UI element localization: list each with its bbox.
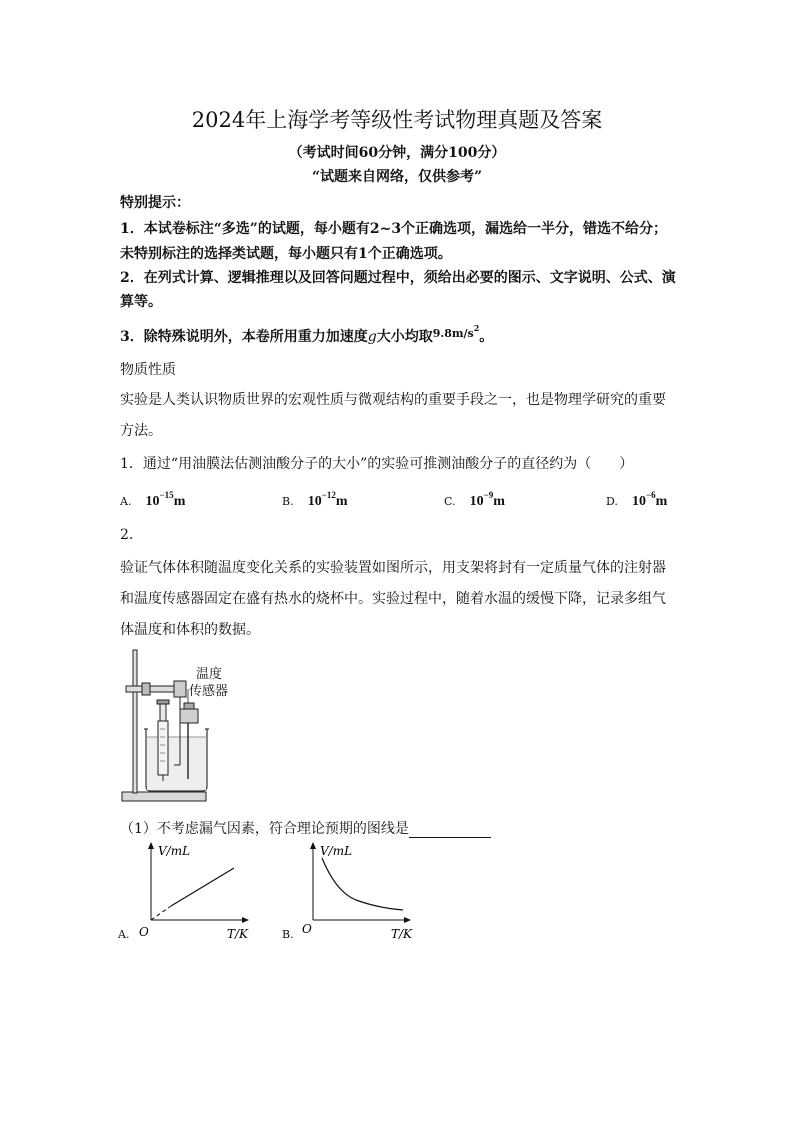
q1-stem: 1．通过“用油膜法估测油酸分子的大小”的实验可推测油酸分子的直径约为（ ）	[120, 456, 634, 472]
note-line-5-mid: 大小均取	[376, 329, 433, 345]
graph-b-letter: B.	[282, 928, 294, 941]
option-letter: D.	[606, 495, 618, 508]
option-exponent: −6	[646, 490, 656, 501]
option-base: 10	[469, 494, 484, 509]
note-line-3: 2．在列式计算、逻辑推理以及回答问题过程中，须给出必要的图示、文字说明、公式、演	[120, 270, 676, 286]
option-letter: C.	[444, 495, 456, 508]
note-line-5-pre: 3．除特殊说明外，本卷所用重力加速度	[120, 329, 368, 345]
q1-option-a	[120, 490, 185, 510]
clamp-knob	[142, 683, 150, 695]
graph-a-line	[171, 868, 234, 906]
hot-water	[147, 737, 206, 790]
note-line-5-end: 。	[479, 329, 494, 345]
gravity-exponent: 2	[473, 323, 480, 334]
option-unit: m	[655, 494, 668, 509]
graph-b-ylabel: V/mL	[320, 844, 353, 858]
section-intro-line-2: 方法。	[120, 423, 162, 439]
q1-option-d	[606, 490, 667, 510]
graph-a	[136, 840, 261, 945]
clamp-holder	[174, 681, 186, 697]
option-unit: m	[335, 494, 348, 509]
sensor-label-line-2: 传感器	[189, 684, 229, 699]
gravity-symbol: g	[367, 329, 377, 345]
option-unit: m	[493, 494, 505, 509]
gravity-value: 9.8m/s	[432, 327, 474, 340]
q1-option-b	[282, 490, 348, 510]
graph-b-curve	[322, 858, 403, 910]
answer-blank[interactable]	[409, 823, 491, 838]
graph-a-ylabel: V/mL	[158, 844, 191, 858]
note-line-5	[120, 323, 494, 346]
option-letter: A.	[120, 495, 132, 508]
syringe-plunger	[160, 703, 166, 721]
option-exponent: −12	[321, 490, 336, 501]
exam-duration-note: （考试时间60分钟，满分100分）	[288, 145, 506, 161]
clamp-arm	[126, 686, 180, 692]
q2-text-line-3: 体温度和体积的数据。	[120, 622, 260, 638]
graph-b	[298, 840, 423, 945]
graph-b-xlabel: T/K	[391, 927, 413, 941]
section-title: 物质性质	[120, 362, 176, 378]
notes-heading: 特别提示：	[120, 195, 190, 211]
q2-number: 2.	[120, 527, 134, 543]
temperature-sensor-head	[180, 709, 198, 723]
option-unit: m	[173, 494, 186, 509]
option-exponent: −15	[159, 490, 174, 501]
q2-text-line-2: 和温度传感器固定在盛有热水的烧杯中。实验过程中，随着水温的缓慢下降，记录多组气	[120, 591, 666, 607]
q2-sub1-text: （1）不考虑漏气因素，符合理论预期的图线是	[120, 821, 409, 837]
option-base: 10	[145, 494, 160, 509]
graph-b-origin: O	[302, 922, 312, 936]
graph-a-extrapolation	[151, 906, 171, 920]
note-line-4: 算等。	[120, 294, 162, 310]
q1-option-c	[444, 490, 505, 510]
graph-a-origin: O	[139, 925, 149, 939]
graph-a-xlabel: T/K	[227, 927, 249, 941]
source-note: “试题来自网络，仅供参考”	[311, 169, 483, 185]
q2-sub1	[120, 818, 491, 838]
option-letter: B.	[282, 495, 294, 508]
note-line-1: 1．本试卷标注“多选”的试题，每小题有2~3个正确选项，漏选给一半分，错选不给分；	[120, 221, 668, 237]
stand-pole	[133, 650, 137, 793]
section-intro-line-1: 实验是人类认识物质世界的宏观性质与微观结构的重要手段之一，也是物理学研究的重要	[120, 392, 666, 408]
note-line-2: 未特别标注的选择类试题，每小题只有1个正确选项。	[120, 246, 452, 262]
graph-a-letter: A.	[118, 928, 130, 941]
q2-text-line-1: 验证气体体积随温度变化关系的实验装置如图所示，用支架将封有一定质量气体的注射器	[120, 560, 666, 576]
sensor-label-line-1: 温度	[196, 667, 223, 682]
option-base: 10	[632, 494, 647, 509]
document-title: 2024年上海学考等级性考试物理真题及答案	[191, 108, 603, 132]
option-base: 10	[307, 494, 322, 509]
option-exponent: −9	[483, 490, 494, 501]
